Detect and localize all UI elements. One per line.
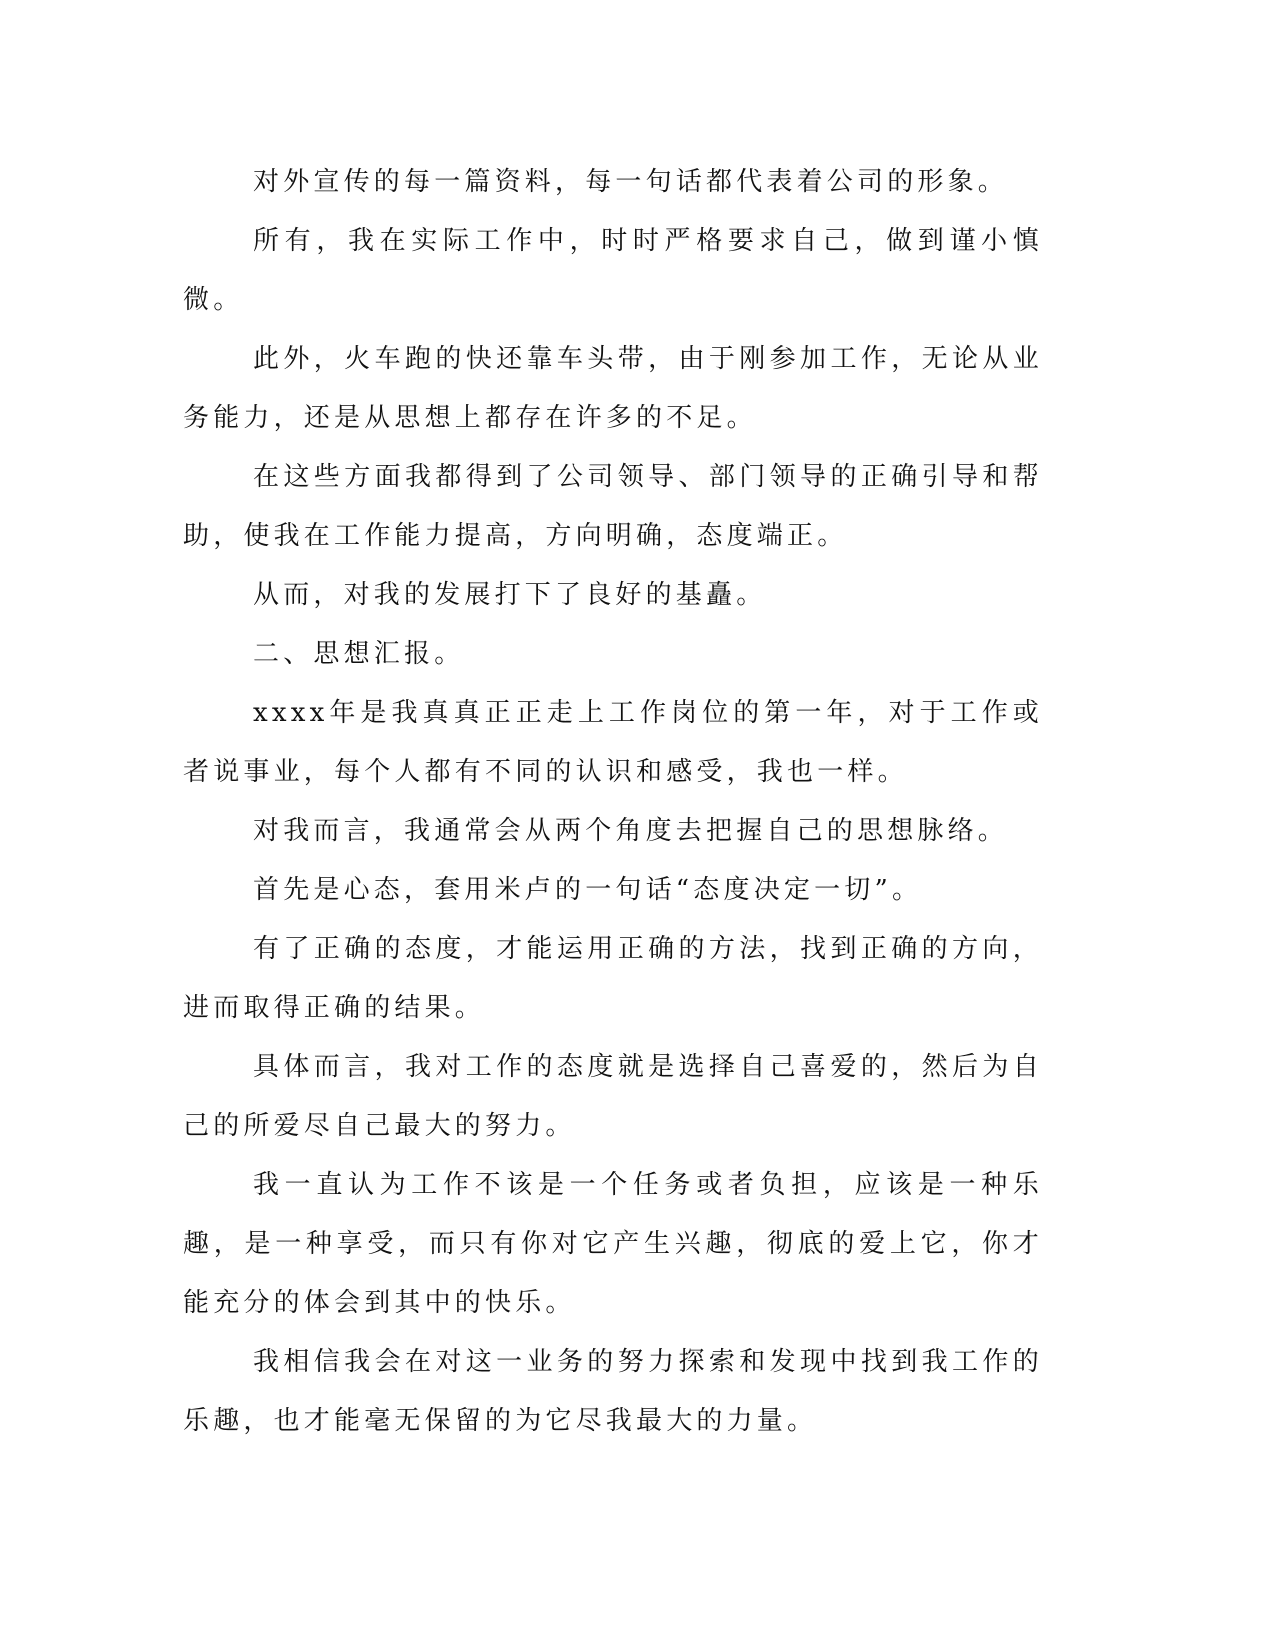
paragraph: 此外，火车跑的快还靠车头带，由于刚参加工作，无论从业务能力，还是从思想上都存在许多的不足。 — [183, 344, 1043, 433]
paragraph: 从而，对我的发展打下了良好的基矗。 — [253, 580, 767, 610]
paragraph: 具体而言，我对工作的态度就是选择自己喜爱的，然后为自己的所爱尽自己最大的努力。 — [183, 1052, 1043, 1141]
paragraph: 首先是心态，套用米卢的一句话“态度决定一切”。 — [253, 875, 923, 905]
document-body — [183, 153, 1043, 1451]
paragraph: 所有，我在实际工作中，时时严格要求自己，做到谨小慎微。 — [183, 226, 1043, 315]
paragraph: 我一直认为工作不该是一个任务或者负担，应该是一种乐趣，是一种享受，而只有你对它产生兴趣，彻底的爱上它，你才能充分的体会到其中的快乐。 — [183, 1170, 1043, 1318]
paragraph: 我相信我会在对这一业务的努力探索和发现中找到我工作的乐趣，也才能毫无保留的为它尽我最大的力量。 — [183, 1347, 1043, 1436]
paragraph: 在这些方面我都得到了公司领导、部门领导的正确引导和帮助，使我在工作能力提高，方向明确，态度端正。 — [183, 462, 1043, 551]
paragraph: 对外宣传的每一篇资料，每一句话都代表着公司的形象。 — [253, 167, 1009, 197]
paragraph: xxxx年是我真真正正走上工作岗位的第一年，对于工作或者说事业，每个人都有不同的认识和感受，我也一样。 — [183, 698, 1043, 787]
paragraph: 对我而言，我通常会从两个角度去把握自己的思想脉络。 — [253, 816, 1009, 846]
paragraph: 有了正确的态度，才能运用正确的方法，找到正确的方向，进而取得正确的结果。 — [183, 934, 1043, 1023]
section-heading: 二、思想汇报。 — [253, 639, 465, 669]
